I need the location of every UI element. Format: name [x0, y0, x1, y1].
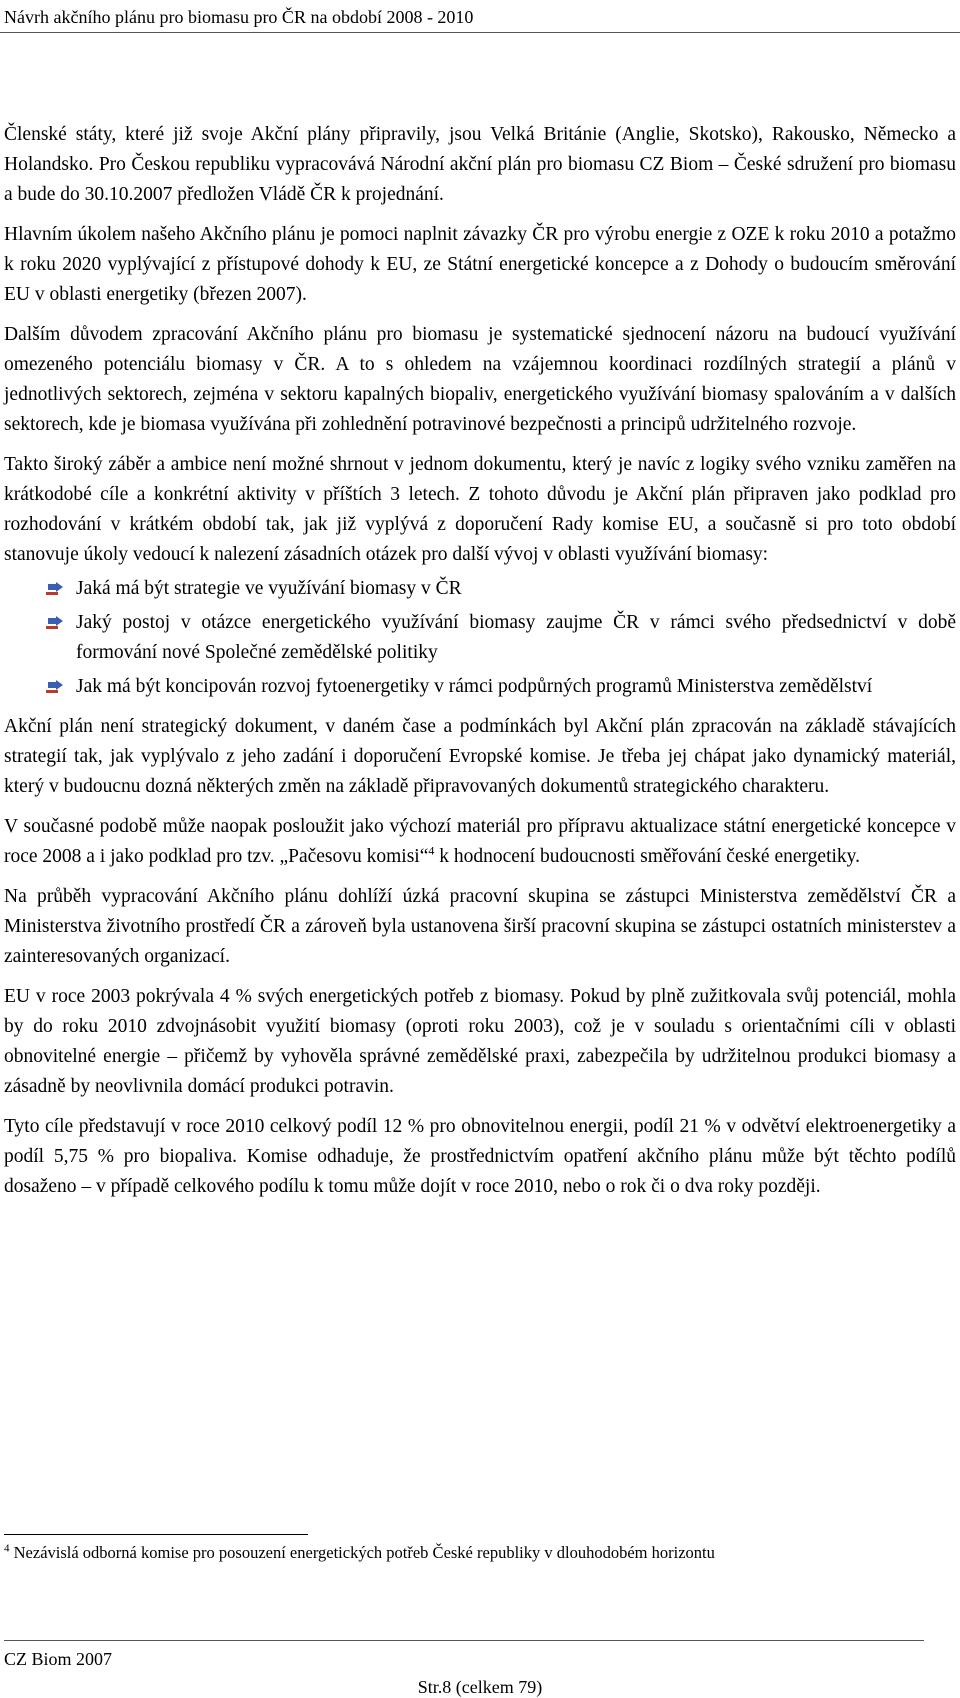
paragraph-4: Takto široký záběr a ambice není možné shrnout v jednom dokumentu, který je navíc z logiky svého vzniku zaměřen na krátkodobé cíle a konkrétní aktivity v příštích 3 letech. Z tohoto důvodu je Akční plán připraven jako podklad pro rozhodování v krátkém období tak, jak již vyplývá z doporučení Rady komise EU, a současně si pro toto období stanovuje úkoly vedoucí k nalezení zásadních otázek pro další vývoj v oblasti využívání biomasy:: [4, 454, 956, 565]
list-item: [4, 574, 956, 604]
list-item: [4, 608, 956, 668]
page-number: Str.8 (celkem 79): [417, 1677, 543, 1697]
arrow-bullet-icon: [46, 616, 64, 630]
arrow-bullet-icon: [46, 680, 64, 694]
footer-organization: CZ Biom 2007: [4, 1649, 113, 1669]
footer-divider: [4, 1640, 924, 1641]
paragraph-8: EU v roce 2003 pokrývala 4 % svých energetických potřeb z biomasy. Pokud by plně zužitkovala svůj potenciál, mohla by do roku 2010 zdvojnásobit využití biomasy (oproti roku 2003), což je v souladu s orientačními cíli v oblasti obnovitelné energie – přičemž by vyhověla správné zemědělské praxi, zabezpečila by udržitelnou produkci biomasy a zásadně by neovlivnila domácí produkci potravin.: [4, 986, 956, 1097]
footnote: [4, 1542, 956, 1564]
footnote-text: Nezávislá odborná komise pro posouzení energetických potřeb České republiky v dlouhodobém horizontu: [9, 1543, 715, 1562]
paragraph-9: Tyto cíle představují v roce 2010 celkový podíl 12 % pro obnovitelnou energii, podíl 21 % v odvětví elektroenergetiky a podíl 5,75 % pro biopaliva. Komise odhaduje, že prostřednictvím opatření akčního plánu může být těchto podílů dosaženo – v případě celkového podílu k tomu může dojít v roce 2010, nebo o rok či o dva roky později.: [4, 1116, 956, 1197]
list-item-text: Jaký postoj v otázce energetického využívání biomasy zaujme ČR v rámci svého předsednictví v době formování nové Společné zemědělské politiky: [76, 612, 956, 663]
list-item-text: Jaká má být strategie ve využívání biomasy v ČR: [76, 578, 462, 599]
paragraph-6-text: V současné podobě může naopak posloužit jako výchozí materiál pro přípravu aktualizace státní energetické koncepce v roce 2008 a i jako podklad pro tzv. „Pačesovu komisi“: [4, 816, 956, 867]
paragraph-3: Dalším důvodem zpracování Akčního plánu pro biomasu je systematické sjednocení názoru na budoucí využívání omezeného potenciálu biomasy v ČR. A to s ohledem na vzájemnou koordinaci rozdílných strategií a plánů v jednotlivých sektorech, zejména v sektoru kapalných biopaliv, energetického využívání biomasy spalováním a v dalších sektorech, kde je biomasa využívána při zohlednění potravinové bezpečnosti a principů udržitelného rozvoje.: [4, 324, 956, 435]
paragraph-7: Na průběh vypracování Akčního plánu dohlíží úzká pracovní skupina se zástupci Ministerstva zemědělství ČR a Ministerstva životního prostředí ČR a zároveň byla ustanovena širší pracovní skupina se zástupci ostatních ministerstev a zainteresovaných organizací.: [4, 886, 956, 967]
list-item: [4, 672, 956, 702]
footnote-number: 4: [4, 1542, 10, 1555]
paragraph-6-text-end: k hodnocení budoucnosti směřování české energetiky.: [434, 846, 861, 867]
footnote-reference: 4: [428, 843, 435, 858]
paragraph-5: Akční plán není strategický dokument, v daném čase a podmínkách byl Akční plán zpracován na základě stávajících strategií tak, jak vyplývalo z jeho zadání i doporučení Evropské komise. Je třeba jej chápat jako dynamický materiál, který v budoucnu dozná některých změn na základě připravovaných dokumentů strategického charakteru.: [4, 716, 956, 797]
paragraph-1: Členské státy, které již svoje Akční plány připravily, jsou Velká Británie (Anglie, Skotsko), Rakousko, Německo a Holandsko. Pro Českou republiku vypracovává Národní akční plán pro biomasu CZ Biom – České sdružení pro biomasu a bude do 30.10.2007 předložen Vládě ČR k projednání.: [4, 124, 956, 205]
list-item-text: Jak má být koncipován rozvoj fytoenergetiky v rámci podpůrných programů Ministerstva zemědělství: [76, 676, 873, 697]
body-text: [4, 120, 956, 1212]
footnote-divider: [4, 1534, 308, 1535]
running-header: Návrh akčního plánu pro biomasu pro ČR na období 2008 - 2010: [4, 7, 474, 27]
paragraph-6: [4, 812, 956, 872]
paragraph-2: Hlavním úkolem našeho Akčního plánu je pomoci naplnit závazky ČR pro výrobu energie z OZE k roku 2010 a potažmo k roku 2020 vyplývající z přístupové dohody k EU, ze Státní energetické koncepce a z Dohody o budoucím směrování EU v oblasti energetiky (březen 2007).: [4, 224, 956, 305]
question-list: [4, 574, 956, 702]
arrow-bullet-icon: [46, 582, 64, 596]
header-divider: [0, 32, 960, 33]
